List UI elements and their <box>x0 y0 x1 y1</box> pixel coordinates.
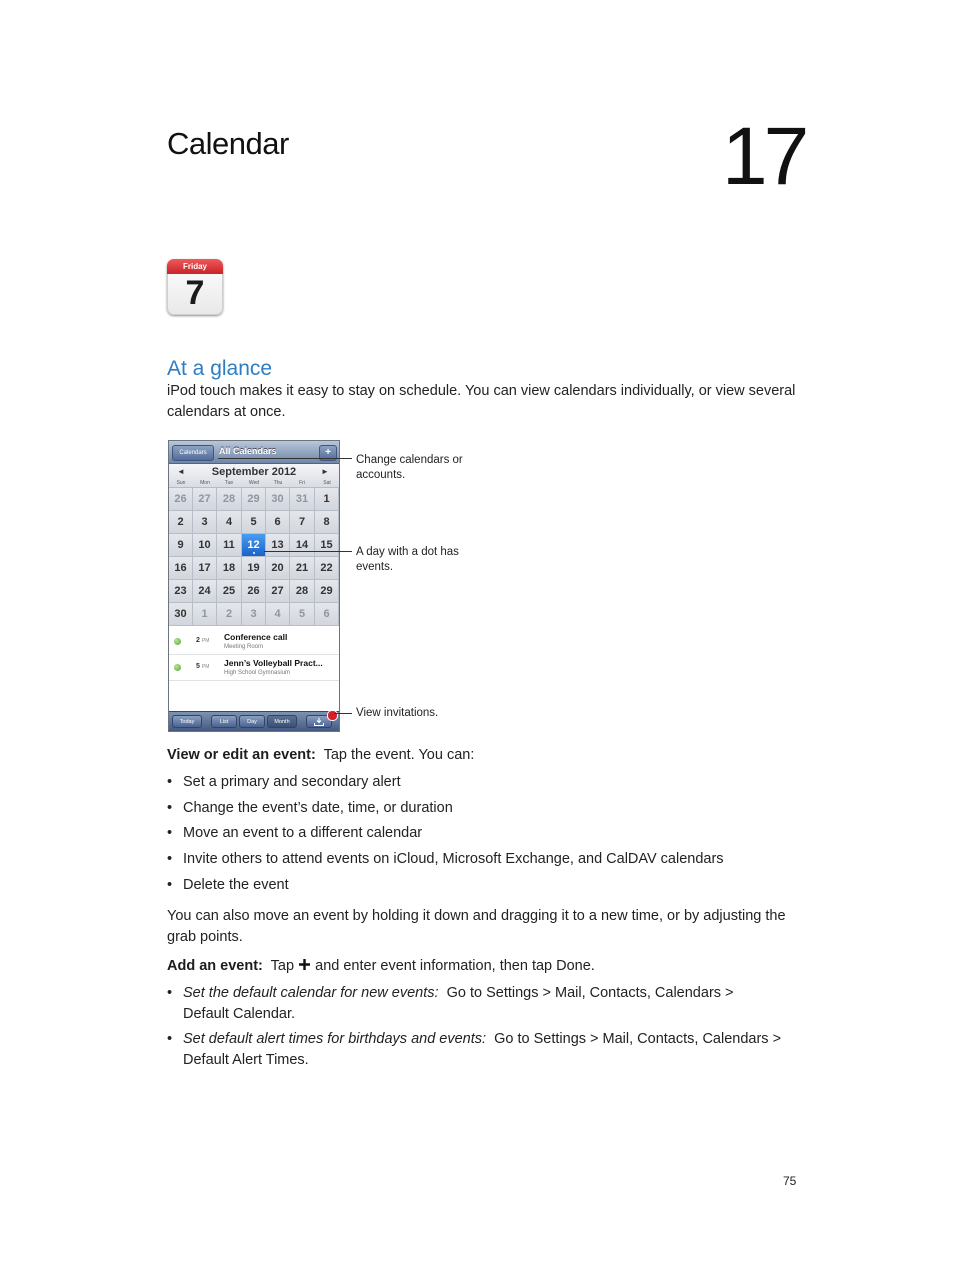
calendar-day-cell[interactable]: 14 <box>290 534 315 557</box>
calendars-button[interactable]: Calendars <box>172 445 214 461</box>
callout-calendars: Change calendars or accounts. <box>356 454 463 481</box>
weekday-label: Wed <box>248 480 260 486</box>
calendar-day-cell[interactable]: 25 <box>217 580 242 603</box>
calendar-day-cell[interactable]: 21 <box>290 557 315 580</box>
event-list <box>169 629 339 709</box>
calendar-day-cell[interactable]: 1 <box>193 603 217 626</box>
calendar-day-cell[interactable]: 20 <box>266 557 290 580</box>
calendar-day-cell[interactable]: 30 <box>266 488 290 511</box>
callout-line <box>218 458 352 459</box>
event-title: Conference call <box>224 632 288 642</box>
weekday-label: Tue <box>224 480 234 486</box>
event-row[interactable] <box>169 655 339 681</box>
calendar-day-cell[interactable]: 24 <box>193 580 217 603</box>
calendar-day-cell[interactable]: 7 <box>290 511 315 534</box>
calendar-day-cell[interactable]: 27 <box>266 580 290 603</box>
invitation-badge-icon <box>327 710 338 721</box>
calendar-day-cell[interactable]: 10 <box>193 534 217 557</box>
callout-invitations: View invitations. <box>356 707 439 719</box>
month-label: September 2012 <box>211 466 297 478</box>
bullet-icon: • <box>167 800 173 816</box>
calendar-day-cell[interactable]: 9 <box>169 534 193 557</box>
page-number: 75 <box>783 1174 797 1188</box>
calendar-day-cell[interactable]: 8 <box>315 511 339 534</box>
prev-month-icon[interactable]: ◄ <box>177 467 185 476</box>
calendar-day-cell[interactable]: 6 <box>315 603 339 626</box>
calendar-day-cell[interactable]: 3 <box>242 603 266 626</box>
calendar-day-cell[interactable]: 29 <box>242 488 266 511</box>
callout-line <box>264 551 352 552</box>
calendar-day-cell[interactable]: 28 <box>217 488 242 511</box>
bottom-toolbar <box>169 711 339 732</box>
weekday-label: Sun <box>176 480 186 486</box>
calendar-day-cell[interactable]: 3 <box>193 511 217 534</box>
calendar-day-cell[interactable]: 2 <box>169 511 193 534</box>
weekday-label: Fri <box>299 480 305 486</box>
add-event-button[interactable]: + <box>319 445 337 461</box>
view-edit-paragraph <box>167 745 807 766</box>
bullet-icon: • <box>167 1031 173 1047</box>
bullet-icon: • <box>167 985 173 1001</box>
calendar-day-cell[interactable]: 23 <box>169 580 193 603</box>
today-button[interactable]: Today <box>172 715 202 728</box>
calendar-day-cell[interactable]: 26 <box>169 488 193 511</box>
app-icon-day-label: Friday <box>167 259 223 274</box>
calendar-day-cell[interactable]: 31 <box>290 488 315 511</box>
event-title: Jenn’s Volleyball Pract... <box>224 658 323 668</box>
calendar-day-cell[interactable]: 12 <box>242 534 266 557</box>
calendar-day-cell[interactable]: 5 <box>290 603 315 626</box>
inbox-icon <box>314 718 324 726</box>
app-icon-day-number: 7 <box>185 274 205 312</box>
calendar-day-cell[interactable]: 5 <box>242 511 266 534</box>
add-event-paragraph: Add an event: Tap and enter event information, then tap Done. <box>167 958 595 974</box>
weekday-label: Sat <box>323 480 331 486</box>
bullet-icon: • <box>167 877 173 893</box>
bullet-icon: • <box>167 774 173 790</box>
calendar-day-cell[interactable]: 26 <box>242 580 266 603</box>
view-edit-text: Tap the event. You can: <box>323 747 475 763</box>
calendar-day-cell[interactable]: 19 <box>242 557 266 580</box>
plus-icon <box>298 958 311 971</box>
calendar-day-cell[interactable]: 1 <box>315 488 339 511</box>
day-view-button[interactable]: Day <box>239 715 265 728</box>
month-view-button[interactable]: Month <box>267 715 297 728</box>
event-time: 5 PM <box>196 663 210 670</box>
event-time: 2 PM <box>196 637 210 644</box>
calendar-app-icon <box>167 259 223 315</box>
event-location: Meeting Room <box>224 644 264 650</box>
list-item: • Set default alert times for birthdays and events: Go to Settings > Mail, Contacts, Calendars > Default Alert Times. <box>167 1031 782 1068</box>
calendar-color-dot <box>174 638 181 645</box>
month-header <box>169 464 339 488</box>
calendar-day-cell[interactable]: 28 <box>290 580 315 603</box>
chapter-number: 17 <box>722 111 806 202</box>
move-event-paragraph: You can also move an event by holding it down and dragging it to a new time, or by adjusting the grab points. <box>167 908 786 945</box>
calendar-day-cell[interactable]: 16 <box>169 557 193 580</box>
calendar-color-dot <box>174 664 181 671</box>
calendar-day-cell[interactable]: 4 <box>266 603 290 626</box>
calendar-day-cell[interactable]: 11 <box>217 534 242 557</box>
next-month-icon[interactable]: ► <box>321 467 329 476</box>
calendar-day-cell[interactable]: 27 <box>193 488 217 511</box>
add-event-lead: Add an event: <box>167 958 263 974</box>
view-edit-lead: View or edit an event: <box>167 747 316 763</box>
calendar-day-cell[interactable]: 6 <box>266 511 290 534</box>
event-row[interactable] <box>169 629 339 655</box>
bullet-icon: • <box>167 851 173 867</box>
calendar-day-cell[interactable]: 17 <box>193 557 217 580</box>
calendar-day-cell[interactable]: 30 <box>169 603 193 626</box>
calendar-day-cell[interactable]: 18 <box>217 557 242 580</box>
month-grid <box>169 488 339 628</box>
calendar-day-cell[interactable]: 29 <box>315 580 339 603</box>
calendar-day-cell[interactable]: 4 <box>217 511 242 534</box>
calendar-screenshot <box>168 440 340 732</box>
list-item: • Set the default calendar for new events: Go to Settings > Mail, Contacts, Calendars > Default Calendar. <box>167 985 734 1022</box>
list-view-button[interactable]: List <box>211 715 237 728</box>
weekday-label: Thu <box>273 480 283 486</box>
calendar-day-cell[interactable]: 22 <box>315 557 339 580</box>
calendar-day-cell[interactable]: 15 <box>315 534 339 557</box>
section-heading: At a glance <box>167 357 273 380</box>
calendar-day-cell[interactable]: 13 <box>266 534 290 557</box>
calendar-day-cell[interactable]: 2 <box>217 603 242 626</box>
weekday-label: Mon <box>200 480 210 486</box>
nav-title: All Calendars <box>219 446 277 456</box>
callout-dot: A day with a dot has events. <box>356 546 459 573</box>
callout-line <box>334 713 352 714</box>
chapter-title: Calendar <box>167 126 289 161</box>
nav-bar <box>169 441 339 464</box>
bullet-icon: • <box>167 825 173 841</box>
intro-paragraph: iPod touch makes it easy to stay on schedule. You can view calendars individually, or view several calendars at once. <box>167 383 796 420</box>
event-location: High School Gymnasium <box>224 670 291 676</box>
